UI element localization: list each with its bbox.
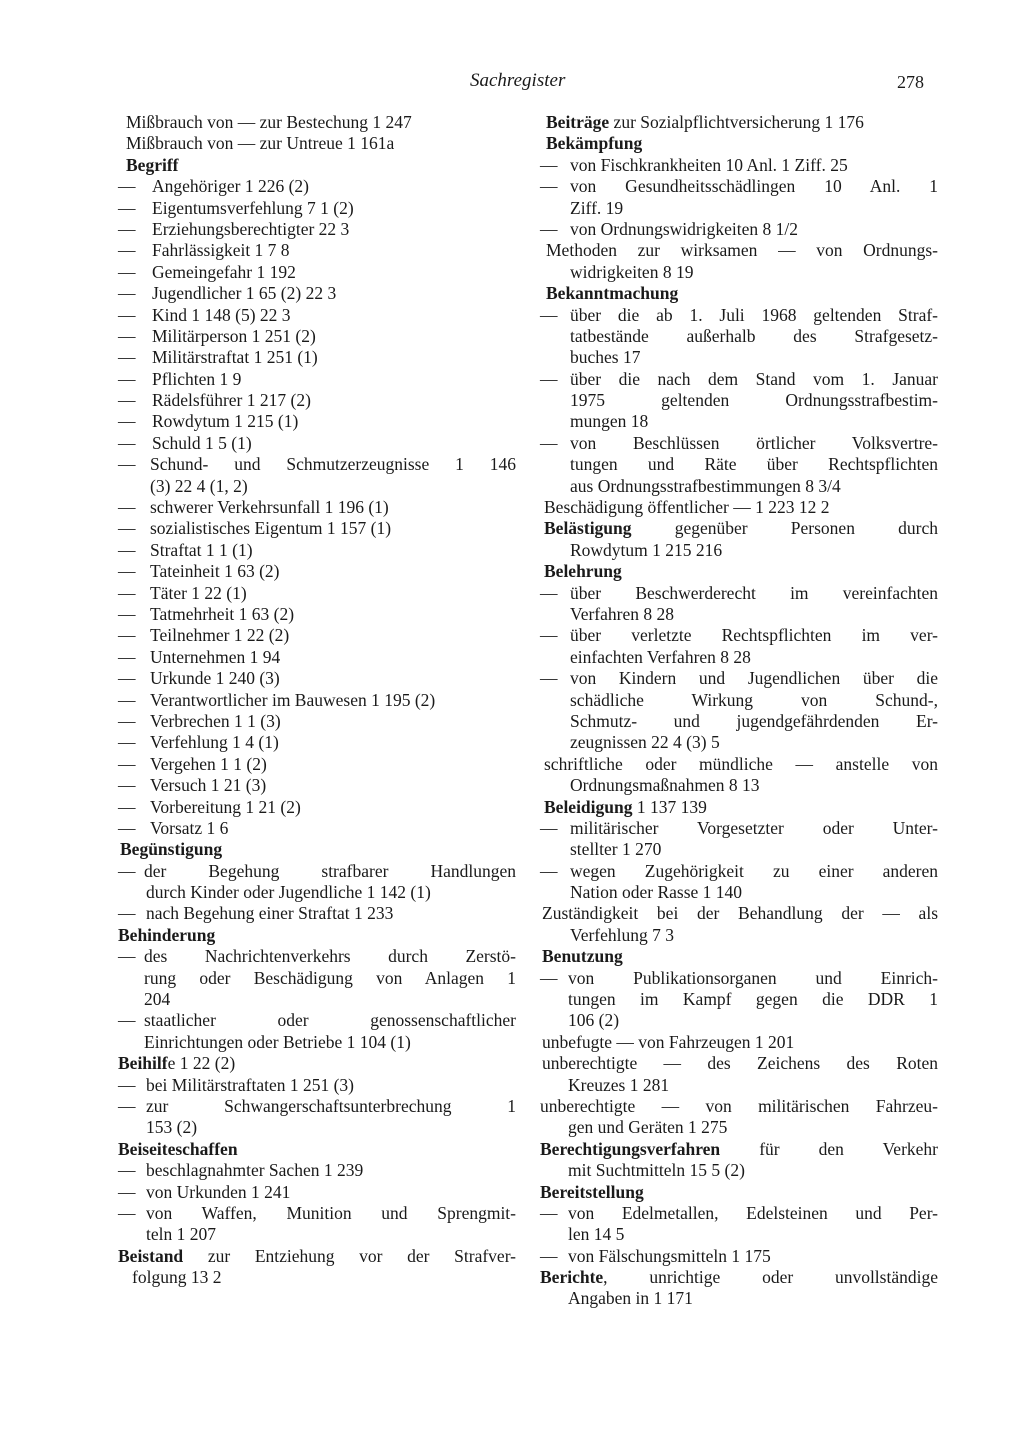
entry-dash: — bbox=[540, 967, 558, 988]
entry-dash: — bbox=[118, 1181, 136, 1202]
entry-text: über Beschwerderecht im vereinfachten bbox=[570, 582, 938, 603]
entry-text: Benutzung bbox=[542, 946, 623, 967]
entry-text: Unternehmen 1 94 bbox=[150, 646, 281, 667]
entry-text: stellter 1 270 bbox=[570, 839, 662, 860]
entry-dash: — bbox=[118, 1095, 136, 1116]
entry-text: Mißbrauch von — zur Bestechung 1 247 bbox=[126, 112, 412, 132]
index-entry bbox=[540, 989, 938, 1010]
index-entry bbox=[540, 1117, 938, 1138]
entry-dash: — bbox=[540, 432, 558, 453]
entry-text: von Fischkrankheiten 10 Anl. 1 Ziff. 25 bbox=[570, 154, 848, 175]
entry-text: Vorbereitung 1 21 (2) bbox=[150, 796, 301, 817]
entry-dash: — bbox=[540, 625, 558, 646]
entry-dash: — bbox=[540, 176, 558, 197]
entry-dash: — bbox=[118, 796, 136, 817]
entry-text: 204 bbox=[144, 989, 171, 1010]
entry-text: Nation oder Rasse 1 140 bbox=[570, 882, 743, 903]
entry-dash: — bbox=[118, 411, 136, 432]
index-entry bbox=[540, 347, 938, 368]
index-entry bbox=[118, 882, 516, 903]
entry-text: bei Militärstraftaten 1 251 (3) bbox=[146, 1074, 354, 1095]
index-entry bbox=[540, 797, 938, 818]
entry-text: Beschädigung öffentlicher — 1 223 12 2 bbox=[544, 497, 830, 518]
index-entry bbox=[118, 454, 516, 475]
entry-text: mungen 18 bbox=[570, 411, 649, 432]
entry-text: Jugendlicher 1 65 (2) 22 3 bbox=[152, 283, 337, 304]
entry-dash: — bbox=[540, 582, 558, 603]
index-entry bbox=[118, 240, 516, 261]
index-entry bbox=[118, 1224, 516, 1245]
entry-dash: — bbox=[118, 390, 136, 411]
index-entry bbox=[540, 240, 938, 261]
entry-text: Behinderung bbox=[118, 924, 216, 945]
entry-dash: — bbox=[118, 689, 136, 710]
entry-dash: — bbox=[118, 454, 136, 475]
running-head-title: Sachregister bbox=[470, 70, 566, 91]
entry-text: von Edelmetallen, Edelsteinen und Per- bbox=[568, 1202, 938, 1223]
entry-dash: — bbox=[540, 1202, 558, 1223]
index-entry bbox=[540, 518, 938, 539]
entry-text: unberechtigte — von militärischen Fahrzeu- bbox=[540, 1095, 938, 1116]
entry-text: Verantwortlicher im Bauwesen 1 195 (2) bbox=[150, 689, 436, 710]
entry-text: zeugnissen 22 4 (3) 5 bbox=[570, 732, 720, 753]
entry-text: Urkunde 1 240 (3) bbox=[150, 668, 280, 689]
index-entry bbox=[118, 133, 516, 154]
index-heading bbox=[118, 155, 516, 176]
entry-text: len 14 5 bbox=[568, 1224, 625, 1245]
index-entry bbox=[118, 561, 516, 582]
index-entry bbox=[540, 155, 938, 176]
entry-text: Täter 1 22 (1) bbox=[150, 582, 247, 603]
entry-text: Ziff. 19 bbox=[570, 197, 624, 218]
entry-dash: — bbox=[118, 283, 136, 304]
entry-text: teln 1 207 bbox=[146, 1224, 216, 1245]
index-entry bbox=[118, 347, 516, 368]
entry-text: von Publikationsorganen und Einrich- bbox=[568, 967, 938, 988]
index-entry bbox=[118, 647, 516, 668]
entry-text: Beleidigung 1 137 139 bbox=[544, 796, 707, 817]
entry-text: 106 (2) bbox=[568, 1010, 620, 1031]
index-entry bbox=[118, 305, 516, 326]
index-entry bbox=[540, 1075, 938, 1096]
entry-dash: — bbox=[118, 176, 136, 197]
entry-text: 153 (2) bbox=[146, 1117, 198, 1138]
entry-text: Berichte, unrichtige oder unvollständige bbox=[540, 1267, 938, 1288]
index-entry bbox=[118, 946, 516, 967]
index-entry bbox=[540, 583, 938, 604]
entry-text: Fahrlässigkeit 1 7 8 bbox=[152, 240, 290, 261]
index-entry bbox=[540, 818, 938, 839]
index-entry bbox=[540, 668, 938, 689]
index-entry bbox=[118, 1096, 516, 1117]
entry-text: Mißbrauch von — zur Untreue 1 161a bbox=[126, 133, 395, 154]
index-entry bbox=[118, 1182, 516, 1203]
index-entry bbox=[540, 112, 938, 133]
entry-text: durch Kinder oder Jugendliche 1 142 (1) bbox=[146, 882, 431, 903]
index-entry bbox=[540, 198, 938, 219]
page-number: 278 bbox=[897, 72, 924, 92]
entry-text: 1975 geltenden Ordnungsstrafbestim- bbox=[570, 390, 938, 411]
entry-text: des Nachrichtenverkehrs durch Zerstö- bbox=[144, 946, 516, 967]
index-heading bbox=[540, 946, 938, 967]
entry-text: Verbrechen 1 1 (3) bbox=[150, 710, 281, 731]
entry-dash: — bbox=[118, 860, 136, 881]
entry-dash: — bbox=[118, 304, 136, 325]
index-entry bbox=[540, 1224, 938, 1245]
entry-dash: — bbox=[540, 368, 558, 389]
index-entry bbox=[118, 411, 516, 432]
index-entry bbox=[118, 1032, 516, 1053]
entry-text: Kind 1 148 (5) 22 3 bbox=[152, 304, 291, 325]
index-entry bbox=[540, 647, 938, 668]
index-entry bbox=[540, 262, 938, 283]
entry-text: von Ordnungswidrigkeiten 8 1/2 bbox=[570, 218, 798, 239]
entry-text: tatbestände außerhalb des Strafgesetz- bbox=[570, 325, 938, 346]
index-heading bbox=[118, 1139, 516, 1160]
index-entry bbox=[118, 1053, 516, 1074]
entry-dash: — bbox=[118, 903, 136, 924]
entry-text: mit Suchtmitteln 15 5 (2) bbox=[568, 1160, 745, 1181]
entry-text: schwerer Verkehrsunfall 1 196 (1) bbox=[150, 497, 389, 518]
entry-text: Militärstraftat 1 251 (1) bbox=[152, 347, 318, 368]
entry-text: staatlicher oder genossenschaftlicher bbox=[144, 1010, 516, 1031]
index-entry bbox=[118, 818, 516, 839]
index-entry bbox=[540, 1160, 938, 1181]
entry-text: einfachten Verfahren 8 28 bbox=[570, 646, 751, 667]
index-entry bbox=[118, 283, 516, 304]
index-entry bbox=[118, 1246, 516, 1267]
entry-text: Versuch 1 21 (3) bbox=[150, 775, 267, 796]
entry-text: der Begehung strafbarer Handlungen bbox=[144, 860, 516, 881]
entry-dash: — bbox=[118, 539, 136, 560]
entry-dash: — bbox=[540, 154, 558, 175]
entry-text: folgung 13 2 bbox=[132, 1267, 222, 1288]
index-entry bbox=[540, 968, 938, 989]
index-entry bbox=[118, 903, 516, 924]
entry-text: gen und Geräten 1 275 bbox=[568, 1117, 728, 1138]
index-entry bbox=[540, 903, 938, 924]
entry-dash: — bbox=[540, 218, 558, 239]
entry-text: Beistand zur Entziehung vor der Strafver- bbox=[118, 1245, 516, 1266]
entry-text: Tatmehrheit 1 63 (2) bbox=[150, 603, 295, 624]
entry-dash: — bbox=[118, 1160, 136, 1181]
entry-dash: — bbox=[118, 197, 136, 218]
index-entry bbox=[118, 775, 516, 796]
entry-text: militärischer Vorgesetzter oder Unter- bbox=[570, 817, 938, 838]
index-entry bbox=[540, 690, 938, 711]
index-entry bbox=[540, 219, 938, 240]
entry-text: Begünstigung bbox=[120, 839, 223, 860]
index-entry bbox=[118, 1117, 516, 1138]
index-entry bbox=[118, 711, 516, 732]
entry-text: zur Schwangerschaftsunterbrechung 1 bbox=[146, 1095, 516, 1116]
entry-text: Schmutz- und jugendgefährdenden Er- bbox=[570, 710, 938, 731]
entry-text: sozialistisches Eigentum 1 157 (1) bbox=[150, 518, 392, 539]
index-entry bbox=[118, 390, 516, 411]
entry-dash: — bbox=[118, 240, 136, 261]
index-heading bbox=[118, 839, 516, 860]
index-entry bbox=[540, 433, 938, 454]
entry-text: Kreuzes 1 281 bbox=[568, 1074, 670, 1095]
entry-text: Rowdytum 1 215 216 bbox=[570, 539, 723, 560]
index-entry bbox=[118, 369, 516, 390]
entry-text: von Beschlüssen örtlicher Volksvertre- bbox=[570, 432, 938, 453]
entry-dash: — bbox=[118, 753, 136, 774]
entry-text: unbefugte — von Fahrzeugen 1 201 bbox=[542, 1031, 795, 1052]
index-heading bbox=[540, 561, 938, 582]
index-entry bbox=[540, 1267, 938, 1288]
index-entry bbox=[118, 518, 516, 539]
index-entry bbox=[118, 112, 516, 133]
index-entry bbox=[118, 1267, 516, 1288]
entry-dash: — bbox=[118, 368, 136, 389]
entry-text: wegen Zugehörigkeit zu einer anderen bbox=[570, 860, 938, 881]
entry-text: aus Ordnungsstrafbestimmungen 8 3/4 bbox=[570, 475, 841, 496]
index-entry bbox=[118, 326, 516, 347]
entry-dash: — bbox=[118, 261, 136, 282]
entry-text: Belästigung gegenüber Personen durch bbox=[544, 518, 938, 539]
entry-text: buches 17 bbox=[570, 347, 641, 368]
entry-dash: — bbox=[118, 732, 136, 753]
index-entry bbox=[118, 861, 516, 882]
index-heading bbox=[540, 133, 938, 154]
index-entry bbox=[118, 797, 516, 818]
entry-text: über die ab 1. Juli 1968 geltenden Straf- bbox=[570, 304, 938, 325]
entry-dash: — bbox=[118, 325, 136, 346]
entry-text: Erziehungsberechtigter 22 3 bbox=[152, 218, 350, 239]
index-entry bbox=[118, 1010, 516, 1031]
entry-text: Beihilfe 1 22 (2) bbox=[118, 1053, 236, 1074]
entry-text: Rowdytum 1 215 (1) bbox=[152, 411, 299, 432]
index-entry bbox=[540, 1096, 938, 1117]
index-entry bbox=[540, 604, 938, 625]
entry-text: Verfehlung 7 3 bbox=[570, 924, 675, 945]
entry-text: Zuständigkeit bei der Behandlung der — als bbox=[542, 903, 938, 924]
entry-dash: — bbox=[118, 946, 136, 967]
entry-dash: — bbox=[118, 1202, 136, 1223]
index-entry bbox=[118, 754, 516, 775]
index-column-left bbox=[118, 112, 516, 1288]
entry-text: Pflichten 1 9 bbox=[152, 368, 242, 389]
entry-text: Ordnungsmaßnahmen 8 13 bbox=[570, 775, 760, 796]
entry-dash: — bbox=[118, 432, 136, 453]
entry-text: von Gesundheitsschädlingen 10 Anl. 1 bbox=[570, 176, 938, 197]
entry-dash: — bbox=[118, 710, 136, 731]
entry-text: beschlagnahmter Sachen 1 239 bbox=[146, 1160, 364, 1181]
entry-text: Militärperson 1 251 (2) bbox=[152, 325, 316, 346]
entry-text: Tateinheit 1 63 (2) bbox=[150, 561, 280, 582]
entry-text: Bereitstellung bbox=[540, 1181, 644, 1202]
index-entry bbox=[118, 968, 516, 989]
index-heading bbox=[118, 925, 516, 946]
index-entry bbox=[540, 540, 938, 561]
entry-dash: — bbox=[118, 625, 136, 646]
index-entry bbox=[540, 1246, 938, 1267]
entry-text: tungen und Räte über Rechtspflichten bbox=[570, 454, 938, 475]
entry-text: von Kindern und Jugendlichen über die bbox=[570, 668, 938, 689]
index-entry bbox=[118, 604, 516, 625]
index-entry bbox=[118, 497, 516, 518]
entry-text: Vergehen 1 1 (2) bbox=[150, 753, 267, 774]
index-heading bbox=[540, 283, 938, 304]
index-entry bbox=[540, 925, 938, 946]
entry-dash: — bbox=[118, 497, 136, 518]
entry-text: Einrichtungen oder Betriebe 1 104 (1) bbox=[144, 1031, 411, 1052]
index-entry bbox=[118, 690, 516, 711]
index-entry bbox=[118, 176, 516, 197]
entry-dash: — bbox=[118, 218, 136, 239]
index-entry bbox=[540, 176, 938, 197]
index-entry bbox=[540, 754, 938, 775]
entry-text: Berechtigungsverfahren für den Verkehr bbox=[540, 1138, 938, 1159]
entry-text: Angaben in 1 171 bbox=[568, 1288, 693, 1309]
index-heading bbox=[540, 1182, 938, 1203]
entry-text: Beiträge zur Sozialpflichtversicherung 1 176 bbox=[546, 112, 864, 132]
entry-text: Begriff bbox=[126, 154, 179, 175]
entry-text: über verletzte Rechtspflichten im ver- bbox=[570, 625, 938, 646]
index-entry bbox=[118, 989, 516, 1010]
index-entry bbox=[540, 369, 938, 390]
index-entry bbox=[540, 305, 938, 326]
entry-text: nach Begehung einer Straftat 1 233 bbox=[146, 903, 394, 924]
entry-dash: — bbox=[118, 518, 136, 539]
entry-dash: — bbox=[118, 775, 136, 796]
entry-dash: — bbox=[118, 561, 136, 582]
entry-text: Teilnehmer 1 22 (2) bbox=[150, 625, 290, 646]
entry-text: Beiseiteschaffen bbox=[118, 1138, 238, 1159]
entry-dash: — bbox=[118, 603, 136, 624]
index-entry bbox=[540, 454, 938, 475]
entry-text: unberechtigte — des Zeichens des Roten bbox=[542, 1053, 938, 1074]
index-entry bbox=[118, 476, 516, 497]
entry-text: von Waffen, Munition und Sprengmit- bbox=[146, 1202, 516, 1223]
entry-text: Rädelsführer 1 217 (2) bbox=[152, 390, 311, 411]
index-entry bbox=[118, 625, 516, 646]
entry-text: tungen im Kampf gegen die DDR 1 bbox=[568, 989, 938, 1010]
entry-text: schriftliche oder mündliche — anstelle von bbox=[544, 753, 938, 774]
index-entry bbox=[118, 1075, 516, 1096]
entry-text: Belehrung bbox=[544, 561, 622, 582]
entry-text: Methoden zur wirksamen — von Ordnungs- bbox=[546, 240, 938, 261]
entry-text: Eigentumsverfehlung 7 1 (2) bbox=[152, 197, 354, 218]
index-entry bbox=[540, 1053, 938, 1074]
entry-text: Gemeingefahr 1 192 bbox=[152, 261, 296, 282]
entry-text: Bekanntmachung bbox=[546, 283, 679, 304]
index-entry bbox=[540, 411, 938, 432]
entry-text: Bekämpfung bbox=[546, 133, 643, 154]
entry-text: Verfahren 8 28 bbox=[570, 603, 674, 624]
index-entry bbox=[540, 839, 938, 860]
index-entry bbox=[118, 433, 516, 454]
index-entry bbox=[118, 732, 516, 753]
entry-dash: — bbox=[118, 1010, 136, 1031]
index-entry bbox=[118, 219, 516, 240]
index-entry bbox=[540, 882, 938, 903]
index-entry bbox=[540, 326, 938, 347]
index-entry bbox=[540, 1139, 938, 1160]
index-entry bbox=[540, 775, 938, 796]
index-entry bbox=[118, 1160, 516, 1181]
entry-dash: — bbox=[540, 304, 558, 325]
entry-dash: — bbox=[540, 860, 558, 881]
entry-text: (3) 22 4 (1, 2) bbox=[150, 475, 248, 496]
index-entry bbox=[118, 583, 516, 604]
entry-text: Verfehlung 1 4 (1) bbox=[150, 732, 279, 753]
entry-text: von Urkunden 1 241 bbox=[146, 1181, 291, 1202]
index-entry bbox=[540, 390, 938, 411]
index-entry bbox=[540, 1288, 938, 1309]
entry-text: von Fälschungsmitteln 1 175 bbox=[568, 1245, 771, 1266]
index-entry bbox=[540, 1010, 938, 1031]
entry-dash: — bbox=[118, 1074, 136, 1095]
entry-dash: — bbox=[118, 582, 136, 603]
index-entry bbox=[540, 497, 938, 518]
entry-text: Schund- und Schmutzerzeugnisse 1 146 bbox=[150, 454, 516, 475]
index-entry bbox=[118, 1203, 516, 1224]
index-entry bbox=[540, 711, 938, 732]
index-entry bbox=[540, 732, 938, 753]
entry-dash: — bbox=[118, 646, 136, 667]
index-entry bbox=[540, 1032, 938, 1053]
entry-dash: — bbox=[540, 817, 558, 838]
entry-dash: — bbox=[540, 1245, 558, 1266]
index-entry bbox=[118, 198, 516, 219]
entry-text: Angehöriger 1 226 (2) bbox=[152, 176, 309, 197]
index-column-right bbox=[540, 112, 938, 1310]
entry-text: schädliche Wirkung von Schund-, bbox=[570, 689, 938, 710]
entry-text: rung oder Beschädigung von Anlagen 1 bbox=[144, 967, 516, 988]
index-entry bbox=[118, 540, 516, 561]
entry-dash: — bbox=[118, 817, 136, 838]
entry-text: Straftat 1 1 (1) bbox=[150, 539, 253, 560]
entry-text: widrigkeiten 8 19 bbox=[570, 261, 694, 282]
entry-dash: — bbox=[118, 347, 136, 368]
index-entry bbox=[540, 1203, 938, 1224]
index-entry bbox=[118, 668, 516, 689]
entry-text: über die nach dem Stand vom 1. Januar bbox=[570, 368, 938, 389]
entry-text: Vorsatz 1 6 bbox=[150, 817, 229, 838]
entry-dash: — bbox=[540, 668, 558, 689]
index-entry bbox=[118, 262, 516, 283]
entry-dash: — bbox=[118, 668, 136, 689]
index-entry bbox=[540, 625, 938, 646]
index-entry bbox=[540, 476, 938, 497]
entry-text: Schuld 1 5 (1) bbox=[152, 432, 252, 453]
index-entry bbox=[540, 861, 938, 882]
